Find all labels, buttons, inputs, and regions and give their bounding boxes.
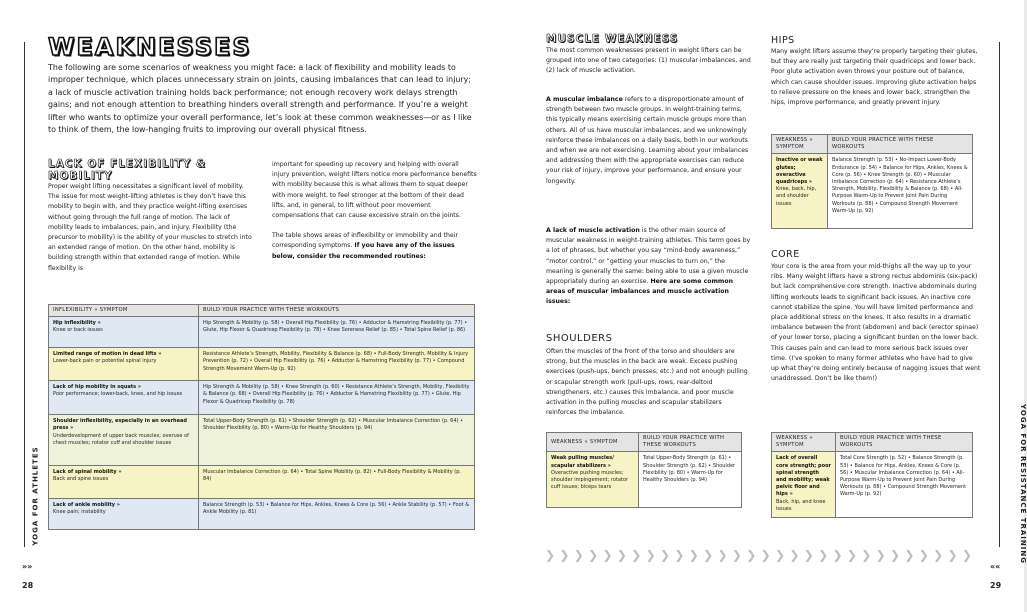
chevron-icon: ❯ [573, 548, 584, 562]
chevron-icon: ❯ [961, 548, 972, 562]
chevron-icon: ❯ [688, 548, 699, 562]
chevron-icon: ❯ [588, 548, 599, 562]
hips-table [771, 134, 973, 229]
muscular-imbalance-paragraph [546, 95, 754, 187]
muscular-imbalance-text: refers to a disproportionate amount of strength between two muscle groups. In weight-training terms, this typically means exercising certain muscle groups more than others. All of us have muscular imbalances, and we unknowingly reinforce these imbalances on a daily basis, both in our workouts and when we are not exercising. Learning about your imbalances and addressing them with the appropriate exercises can reduce your risk of injury, improve your performance, and ensure your longevity. [546, 96, 749, 185]
chevron-icon: ❯ [703, 548, 714, 562]
workouts-cell: Balance Strength (p. 53) • Balance for Hips, Ankles, Knees & Core (p. 56) • Ankle Stability (p. 57) • Foot & Ankle Mobility (p. 81) [199, 499, 475, 530]
row-title: Hip inflexibility » [53, 320, 101, 327]
symptom-cell [772, 452, 836, 518]
table-header-workouts: BUILD YOUR PRACTICE WITH THESE WORKOUTS [836, 433, 973, 452]
row-title: Weak pulling muscles/ scapular stabilizers » [551, 455, 614, 469]
core-heading: CORE [771, 249, 800, 260]
chevron-icon: ❯ [890, 548, 901, 562]
row-symptom: Knee, back, hip, and shoulder issues [776, 186, 817, 207]
right-page [512, 0, 1027, 612]
table-header-symptom: INFLEXIBILITY » SYMPTOM [49, 305, 199, 317]
workouts-cell: Hip Strength & Mobility (p. 58) • Overall Hip Flexibility (p. 76) • Adductor & Hamstring Flexibility (p. 77) • Glute, Hip Flexor & Quadricep Flexibility (p. 78) • Knee Soreness Relief (p. 85) • Total Spine Relief (p. 86) [199, 317, 475, 348]
inflexibility-table [48, 304, 475, 530]
table-row [772, 452, 973, 518]
chevron-icon: ❯ [775, 548, 786, 562]
workouts-cell: Balance Strength (p. 53) • No-Impact Lower-Body Endurance (p. 54) • Balance for Hips, Ankles, Knees & Core (p. 56) • Knee Strength (p. 60) • Muscular Imbalance Correction (p. 64) • Resistance Athlete’s Strength, Mobility, Flexibility & Balance (p. 68) • All-Purpose Warm-Up to Prevent Joint Pain During Workouts (p. 88) • Compound Strength Movement Warm-Up (p. 92) [828, 154, 973, 229]
chevron-icon: ❯ [918, 548, 929, 562]
workouts-cell: Muscular Imbalance Correction (p. 64) • Total Spine Mobility (p. 82) • Full-Body Flexibility & Mobility (p. 84) [199, 466, 475, 499]
page-title: WEAKNESSES [48, 33, 252, 61]
symptom-cell [547, 452, 639, 508]
shoulders-table [546, 432, 742, 508]
chevron-icon: ❯ [933, 548, 944, 562]
hips-heading: HIPS [771, 35, 795, 46]
table-row [49, 381, 475, 415]
chevron-icon: ❯ [746, 548, 757, 562]
table-row [547, 452, 742, 508]
muscle-weakness-intro: The most common weaknesses present in weight lifters can be grouped into one of two categories: (1) muscular imbalances, and (2) lack of muscle activation. [546, 47, 751, 75]
body-column-2 [272, 160, 477, 262]
row-symptom: Underdevelopment of upper back muscles; overuse of chest muscles; rotator cuff and shoulder issues [53, 432, 189, 446]
chevron-icon: ❯ [631, 548, 642, 562]
row-title: Lack of overall core strength; poor spinal strength and mobility; weak pelvic floor and hips » [776, 455, 831, 498]
row-symptom: Back and spine issues [53, 476, 109, 483]
shoulders-paragraph: Often the muscles of the front of the torso and shoulders are strong, but the muscles in the back are weak. Excess pushing exercises (push-ups, bench presses, etc.) and not enough pulling or scapular strength work (pull-ups, rows, rear-deltoid strengtheners, etc.) causes this imbalance, and poor muscle activation in the pulling muscles and scapular stabilizers reinforces the imbalance. [546, 348, 748, 417]
table-row [49, 317, 475, 348]
row-symptom: Knee or back issues [53, 327, 103, 334]
table-header-symptom: WEAKNESS » SYMPTOM [772, 135, 828, 154]
workouts-cell: Total Upper-Body Strength (p. 61) • Shoulder Strength (p. 62) • Muscular Imbalance Correction (p. 64) • Shoulder Flexibility (p. 80) • Warm-Up for Healthy Shoulders (p. 94) [199, 415, 475, 466]
row-symptom: Back, hip, and knee issues [776, 498, 826, 512]
decorative-chevron-band [545, 549, 972, 561]
left-page [0, 0, 512, 612]
table-header-row [772, 135, 973, 154]
intro-paragraph: The following are some scenarios of weakness you might face: a lack of flexibility and mobility leads to improper technique, which places unnecessary strain on joints, causing imbalances that can lead to injury; a lack of muscle activation training holds back performance; not enough recovery work delays strength gains; and not enough attention to breathing hinders overall strength and performance. If you’re a weight lifter who wants to optimize your overall performance, let’s look at these common weaknesses—or as I like to think of them, the low-hanging fruits to improving our overall physical fitness. [48, 63, 472, 135]
row-title: Lack of ankle mobility » [53, 502, 121, 509]
workouts-cell: Hip Strength & Mobility (p. 58) • Knee Strength (p. 60) • Resistance Athlete’s Strength, Mobility, Flexibility & Balance (p. 68) • Overall Hip Flexibility (p. 76) • Adductor & Hamstring Flexibility (p. 77) • Glute, Hip Flexor & Quadricep Flexibility (p. 78) [199, 381, 475, 415]
section-heading: LACK OF FLEXIBILITY & MOBILITY [48, 158, 207, 182]
table-header-symptom: WEAKNESS » SYMPTOM [772, 433, 836, 452]
col2-paragraph-1: important for speeding up recovery and helping with overall injury prevention, weight lifters notice more performance benefits with mobility because this is what allows them to squat deeper with more weight, to feel stronger at the bottom of their dead lifts, and, in general, to lift without poor movement compensations that can cause excessive strain on the joints. [272, 161, 477, 220]
table-row [49, 466, 475, 499]
margin-rule [999, 42, 1000, 547]
table-header-workouts: BUILD YOUR PRACTICE WITH THESE WORKOUTS [199, 305, 475, 317]
row-title: Inactive or weak glutes; overactive quadriceps » [776, 157, 823, 186]
chevron-icon: ❯ [947, 548, 958, 562]
chevron-icon: ❯ [789, 548, 800, 562]
symptom-cell [49, 499, 199, 530]
term-muscular-imbalance: A muscular imbalance [546, 96, 623, 103]
chevron-icon: ❯ [818, 548, 829, 562]
col2-paragraph-2-emphasis: If you have any of the issues below, consider the recommended routines: [272, 242, 455, 260]
chevron-icon: ❯ [846, 548, 857, 562]
table-header-row [772, 433, 973, 452]
symptom-cell [49, 348, 199, 381]
chevron-icon: ❯ [875, 548, 886, 562]
chevron-icon: ❯ [832, 548, 843, 562]
core-paragraph: Your core is the area from your mid-thighs all the way up to your ribs. Many weight lifters have a strong rectus abdominis (six-pack) but lack comprehensive core strength. Inactive abdominals during lifting workouts leads to significant back issues. An inactive core cannot stabilize the spine. You will have limited performance and place additional stress on the knees. It also results in a dramatic imbalance between the front (abdomen) and back (erector spinae) of your lower torso, placing a significant burden on the lower back. This causes pain and can lead to more serious back issues over time. (I’ve spoken to many former athletes who have had to give up what they’re doing entirely because of nagging issues that went unaddressed. Don’t be like them!) [771, 263, 981, 383]
table-row [772, 154, 973, 229]
symptom-cell [49, 415, 199, 466]
side-label: YOGA FOR RESISTANCE TRAINING [1018, 404, 1027, 564]
row-symptom: Poor performance; lower-back, knee, and hip issues [53, 391, 183, 398]
workouts-cell: Resistance Athlete’s Strength, Mobility, Flexibility & Balance (p. 68) • Full-Body Strength, Mobility & Injury Prevention (p. 72) • Overall Hip Flexibility (p. 76) • Adductor & Hamstring Flexibility (p. 77) • Compound Strength Movement Warm-Up (p. 92) [199, 348, 475, 381]
symptom-cell [772, 154, 828, 229]
row-title: Lack of spinal mobility » [53, 469, 122, 476]
table-row [49, 415, 475, 466]
chevron-icon: ❯ [602, 548, 613, 562]
chevron-icon: ❯ [861, 548, 872, 562]
body-column-1: Proper weight lifting necessitates a significant level of mobility. The issue for most weight-lifting athletes is they don’t have this mobility to begin with, and they practice weight-lifting exercises without going through the full range of motion. The lack of mobility leads to imbalances, pain, and injury. Flexibility (the precursor to mobility) is the ability of your muscles to stretch into an extended range of motion. On the other hand, mobility is building strength within that extended range of motion. While flexibility is [48, 183, 252, 272]
chevron-icon: ❯ [660, 548, 671, 562]
table-row [49, 499, 475, 530]
row-symptom: Knee pain; instability [53, 509, 106, 516]
margin-rule [24, 42, 25, 547]
hips-paragraph: Many weight lifters assume they’re properly targeting their glutes, but they are really just targeting their quadriceps and lower back. Poor glute activation even throws your posture out of balance, which can cause shoulder issues. Improving glute activation helps to relieve pressure on the knees and lower back, strengthen the hips, improve performance, and greatly prevent injury. [771, 48, 978, 107]
page-number: 29 [990, 581, 1002, 590]
term-muscle-activation: A lack of muscle activation [546, 227, 640, 234]
symptom-cell [49, 317, 199, 348]
muscle-activation-emphasis: Here are some common areas of muscular imbalances and muscle activation issues: [546, 278, 734, 306]
shoulders-heading: SHOULDERS [546, 333, 613, 344]
col2-paragraph-2-text: The table shows areas of inflexibility or immobility and their corresponding symptoms. [272, 232, 458, 250]
workouts-cell: Total Core Strength (p. 52) • Balance Strength (p. 53) • Balance for Hips, Ankles, Knees & Core (p. 56) • Muscular Imbalance Correction (p. 64) • All-Purpose Warm-Up to Prevent Joint Pain During Workouts (p. 88) • Compound Strength Movement Warm-Up (p. 92) [836, 452, 973, 518]
table-header-row [547, 433, 742, 452]
col2-paragraph-2 [272, 231, 477, 262]
table-row [49, 348, 475, 381]
chevron-icon: ❯ [645, 548, 656, 562]
chevron-icon: ❯ [545, 548, 556, 562]
symptom-cell [49, 466, 199, 499]
table-header-workouts: BUILD YOUR PRACTICE WITH THESE WORKOUTS [828, 135, 973, 154]
core-table [771, 432, 973, 518]
chevron-icon: ❯ [717, 548, 728, 562]
chevron-icon: ❯ [616, 548, 627, 562]
chevron-icon: ❯ [731, 548, 742, 562]
chevron-icon: ❯ [559, 548, 570, 562]
chevron-icon: ❯ [760, 548, 771, 562]
row-symptom: Overactive pushing muscles; shoulder impingement; rotator cuff issues; biceps tears [551, 469, 628, 491]
workouts-cell: Total Upper-Body Strength (p. 61) • Shoulder Strength (p. 62) • Shoulder Flexibility (p. 80) • Warm-Up for Healthy Shoulders (p. 94) [639, 452, 742, 508]
chevron-icon: ❯ [803, 548, 814, 562]
side-label: YOGA FOR ATHLETES [31, 446, 40, 546]
chevron-glyph: »» [22, 562, 33, 571]
page-number: 28 [22, 581, 34, 590]
section-heading: MUSCLE WEAKNESS [546, 33, 679, 45]
chevron-icon: ❯ [904, 548, 915, 562]
muscle-activation-paragraph [546, 226, 754, 308]
row-title: Limited range of motion in dead lifts » [53, 351, 162, 358]
row-symptom: Lower-back pain or potential spinal injury [53, 358, 157, 365]
table-header-workouts: BUILD YOUR PRACTICE WITH THESE WORKOUTS [639, 433, 742, 452]
table-header-row [49, 305, 475, 317]
row-title: Lack of hip mobility in squats » [53, 384, 142, 391]
table-header-symptom: WEAKNESS » SYMPTOM [547, 433, 639, 452]
symptom-cell [49, 381, 199, 415]
chevron-icon: ❯ [674, 548, 685, 562]
chevron-glyph: «« [990, 562, 1001, 571]
muscle-activation-text: is the other main source of muscular weakness in weight-training athletes. This term goes by a lot of phrases, but whether you say “mind-body awareness,” “motor control,” or “getting your muscles to turn on,” the meaning is generally the same: being able to use a given muscle appropriately during an exercise. [546, 227, 751, 286]
row-title: Shoulder inflexibility, especially in an overhead press » [53, 418, 187, 432]
